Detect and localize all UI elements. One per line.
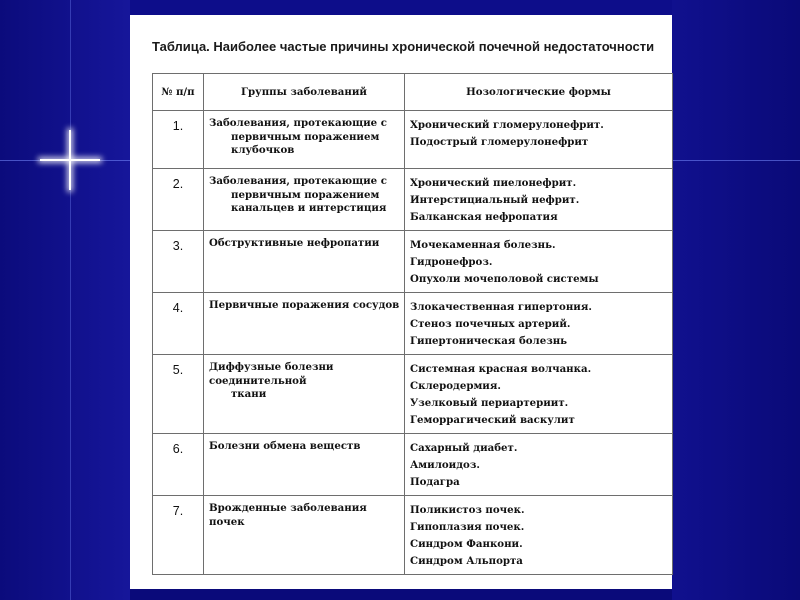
- nosological-form: Балканская нефропатия: [410, 211, 558, 223]
- table-row: [153, 496, 673, 575]
- nosological-form: Подострый гломерулонефрит: [410, 136, 589, 148]
- table-header-row: [153, 74, 673, 111]
- slide-sheet: [130, 15, 672, 589]
- table-row: [153, 355, 673, 434]
- table-row: [153, 434, 673, 496]
- nosological-forms-cell: [405, 231, 673, 293]
- disease-group-label-cont: первичным поражением канальцев и интерстиция: [231, 188, 387, 214]
- row-number: 4.: [153, 293, 204, 355]
- disease-group-cell: [204, 434, 405, 496]
- nosological-forms-cell: [405, 434, 673, 496]
- disease-group-cell: [204, 496, 405, 575]
- disease-group-cell: [204, 169, 405, 231]
- row-number: 3.: [153, 231, 204, 293]
- nosological-forms-cell: [405, 355, 673, 434]
- nosological-form: Геморрагический васкулит: [410, 414, 575, 426]
- disease-group-cell: [204, 111, 405, 169]
- row-number: 2.: [153, 169, 204, 231]
- nosological-form: Синдром Альпорта: [410, 555, 523, 567]
- background-right-band: [672, 0, 800, 600]
- background-vertical-line: [70, 0, 71, 600]
- disease-group-label-cont: первичным поражением клубочков: [231, 130, 380, 156]
- nosological-form: Узелковый периартериит.: [410, 397, 569, 409]
- sparkle-star-icon: [40, 130, 100, 190]
- nosological-form: Гипоплазия почек.: [410, 521, 525, 533]
- row-number: 6.: [153, 434, 204, 496]
- nosological-form: Злокачественная гипертония.: [410, 301, 592, 313]
- disease-group-cell: [204, 355, 405, 434]
- background-left-band: [0, 0, 130, 600]
- disease-group-cell: [204, 231, 405, 293]
- nosological-form: Мочекаменная болезнь.: [410, 239, 556, 251]
- nosological-form: Стеноз почечных артерий.: [410, 318, 571, 330]
- nosological-forms-cell: [405, 111, 673, 169]
- nosological-forms-cell: [405, 293, 673, 355]
- nosological-form: Гидронефроз.: [410, 256, 493, 268]
- table-row: [153, 231, 673, 293]
- row-number: 7.: [153, 496, 204, 575]
- nosological-form: Синдром Фанкони.: [410, 538, 523, 550]
- row-number: 5.: [153, 355, 204, 434]
- disease-group-label-cont: ткани: [231, 388, 267, 400]
- nosological-forms-cell: [405, 496, 673, 575]
- disease-group-label: Болезни обмена веществ: [209, 440, 361, 452]
- disease-group-label: Обструктивные нефропатии: [209, 237, 380, 249]
- disease-group-label: Первичные поражения сосудов: [209, 299, 400, 311]
- table-row: [153, 169, 673, 231]
- header-groups: Группы заболеваний: [204, 74, 405, 111]
- nosological-form: Склеродермия.: [410, 380, 501, 392]
- nosological-form: Подагра: [410, 476, 460, 488]
- disease-group-label: Заболевания, протекающие с: [209, 117, 387, 129]
- nosological-form: Хронический пиелонефрит.: [410, 177, 577, 189]
- disease-group-cell: [204, 293, 405, 355]
- disease-group-label: Врожденные заболевания почек: [209, 502, 367, 528]
- header-forms: Нозологические формы: [405, 74, 673, 111]
- table-row: [153, 111, 673, 169]
- nosological-form: Сахарный диабет.: [410, 442, 518, 454]
- table-row: [153, 293, 673, 355]
- header-num: № п/п: [153, 74, 204, 111]
- row-number: 1.: [153, 111, 204, 169]
- nosological-forms-cell: [405, 169, 673, 231]
- causes-table: [152, 73, 673, 575]
- table-title: Таблица. Наиболее частые причины хронической почечной недостаточности: [152, 39, 655, 54]
- nosological-form: Амилоидоз.: [410, 459, 480, 471]
- disease-group-label: Заболевания, протекающие с: [209, 175, 387, 187]
- nosological-form: Хронический гломерулонефрит.: [410, 119, 604, 131]
- nosological-form: Интерстициальный нефрит.: [410, 194, 580, 206]
- disease-group-label: Диффузные болезни соединительной: [209, 361, 334, 387]
- nosological-form: Гипертоническая болезнь: [410, 335, 568, 347]
- nosological-form: Поликистоз почек.: [410, 504, 525, 516]
- nosological-form: Опухоли мочеполовой системы: [410, 273, 599, 285]
- nosological-form: Системная красная волчанка.: [410, 363, 592, 375]
